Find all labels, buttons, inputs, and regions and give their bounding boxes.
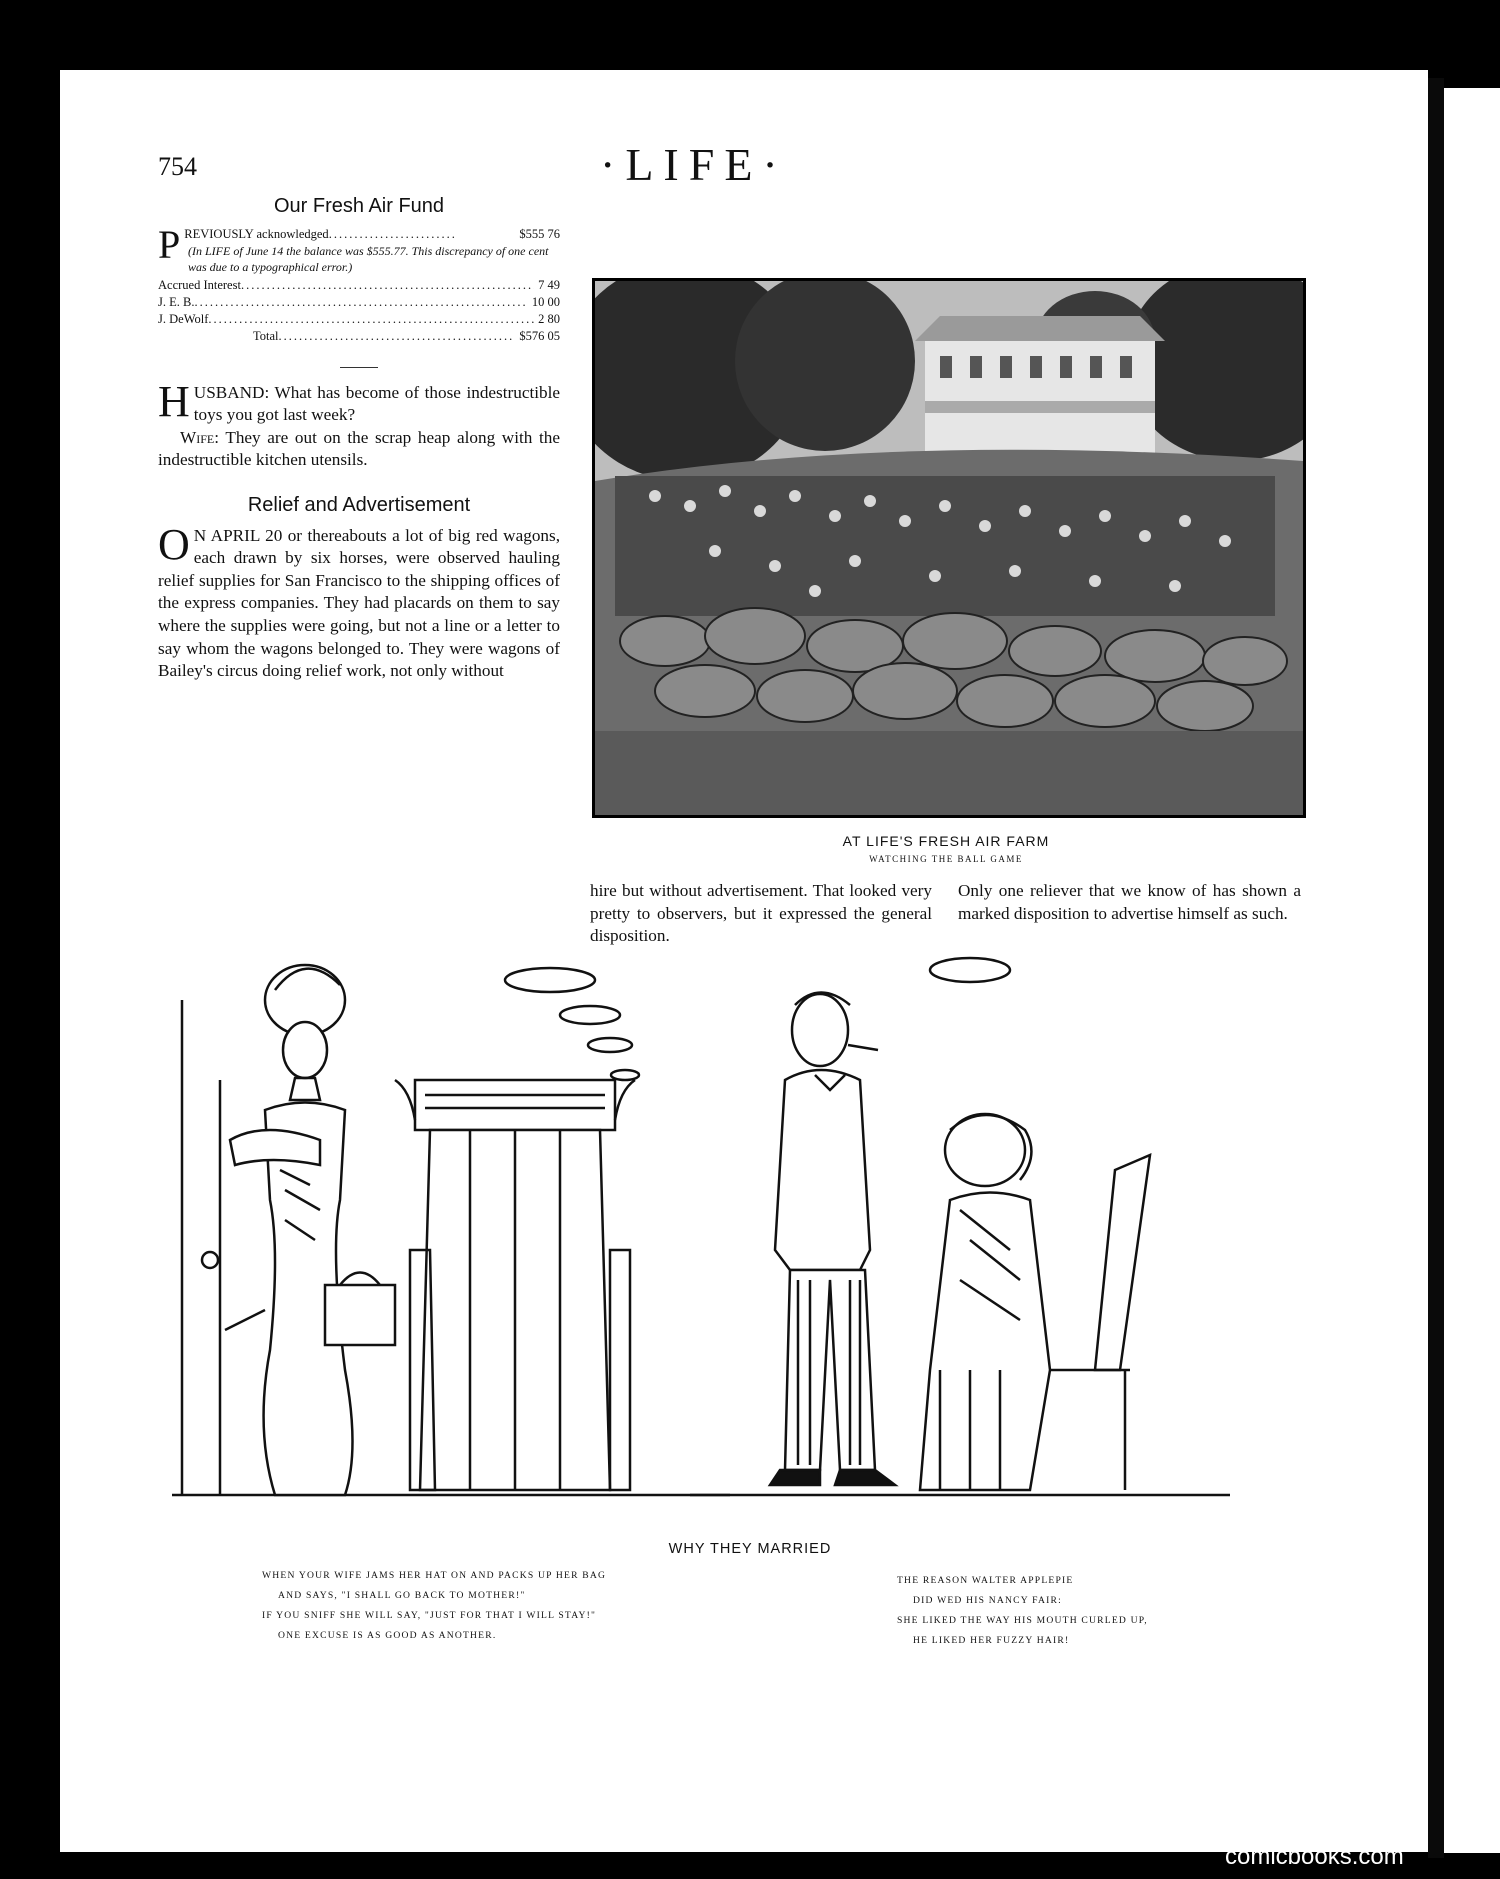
facing-page-edge: [1444, 88, 1500, 1853]
photo-subcaption: WATCHING THE BALL GAME: [869, 854, 1023, 864]
photo-illustration: [595, 281, 1303, 815]
joke-wife: Wife: They are out on the scrap heap along with the indestructible kitchen utensils.: [158, 427, 560, 470]
ledger-row: J. E. B. ..... 10 00: [158, 294, 560, 311]
site-watermark: comicbooks.com: [1225, 1843, 1404, 1870]
cartoon-illustration: [170, 950, 1360, 1510]
fresh-air-fund-heading: Our Fresh Air Fund: [273, 195, 445, 217]
fund-dropcap: P: [158, 221, 181, 267]
photo-caption: AT LIFE'S FRESH AIR FARM: [842, 833, 1050, 849]
cartoon-title: WHY THEY MARRIED: [668, 1541, 832, 1557]
fresh-air-farm-photo: [592, 278, 1306, 818]
relief-article-part1: O N APRIL 20 or thereabouts a lot of big red wagons, each drawn by six horses, were observed hauling relief supplies for San Francisco to the shipping offices of the express companies. They had placards on them to say where the supplies were going, but not a line or a letter to say whom the wagons belonged to. They were wagons of Bailey's circus doing relief work, not only without: [158, 519, 560, 681]
fund-intro-text: REVIOUSLY acknowledged: [184, 226, 329, 241]
ledger-total-row: Total ..... $576 05: [158, 328, 560, 345]
page-number: 754: [158, 152, 197, 181]
fund-intro: P REVIOUSLY acknowledged ......................... $555 76: [158, 221, 560, 267]
fund-ledger: [158, 277, 560, 345]
verse-right: THE REASON WALTER APPLEPIE DID WED HIS NANCY FAIR: SHE LIKED THE WAY HIS MOUTH CURLED UP, HE LIKED HER FUZZY HAIR!: [897, 1575, 1148, 1646]
joke-husband: HUSBAND: What has become of those indestructible toys you got last week?: [158, 376, 560, 426]
joke-dropcap: H: [158, 376, 190, 426]
relief-article-part3: Only one reliever that we know of has shown a marked disposition to advertise himself as such.: [958, 881, 1301, 923]
fund-intro-amount: $555 76: [519, 226, 560, 241]
ledger-row: Accrued Interest ..... 7 49: [158, 277, 560, 294]
ledger-row: J. DeWolf ..... 2 80: [158, 311, 560, 328]
masthead-title: ·LIFE·: [600, 139, 788, 190]
book-gutter: [1428, 78, 1444, 1858]
left-column: [158, 195, 560, 683]
relief-heading: Relief and Advertisement: [247, 493, 471, 516]
why-they-married-cartoon: [170, 950, 1360, 1510]
section-divider: [340, 367, 378, 368]
verse-left: WHEN YOUR WIFE JAMS HER HAT ON AND PACKS UP HER BAG AND SAYS, "I SHALL GO BACK TO MOTHER!" IF YOU SNIFF SHE WILL SAY, "JUST FOR THAT I WILL STAY!" ONE EXCUSE IS AS GOOD AS ANOTHER.: [262, 1570, 607, 1641]
relief-article-part2: hire but without advertisement. That looked very pretty to observers, but it expressed the general disposition.: [590, 881, 932, 946]
fund-note: (In LIFE of June 14 the balance was $555.77. This discrepancy of one cent was due to a typographical error.): [188, 243, 549, 274]
relief-dropcap: O: [158, 519, 190, 569]
